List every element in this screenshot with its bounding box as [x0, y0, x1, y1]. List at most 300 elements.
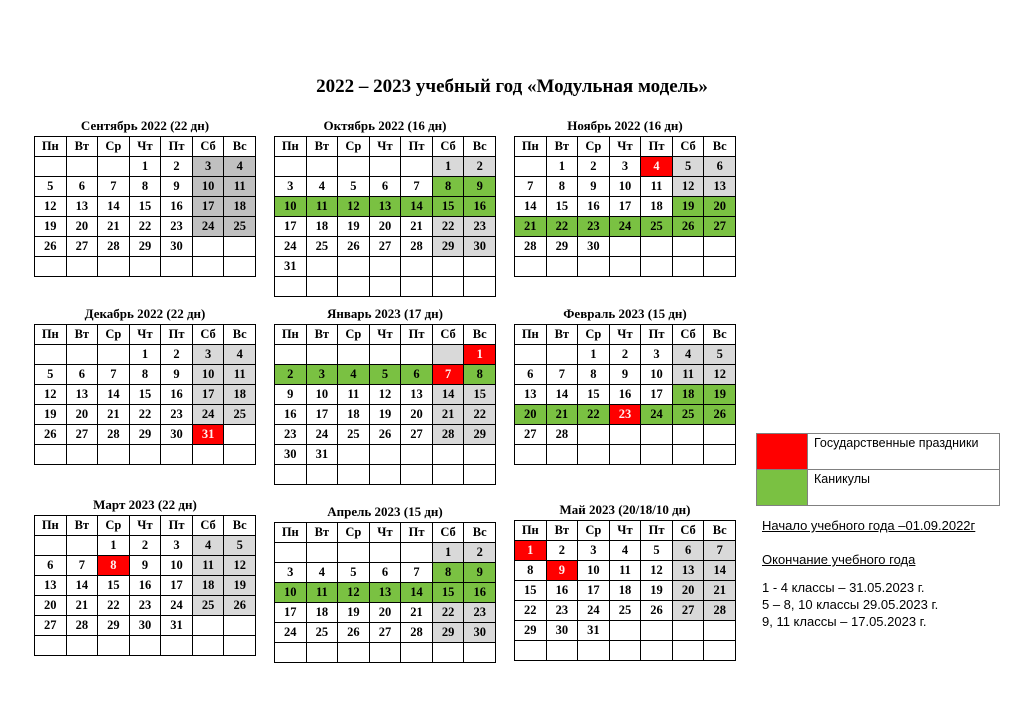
weekday-header: Сб: [672, 325, 704, 345]
day-cell: 2: [464, 543, 496, 563]
empty-cell: [609, 257, 641, 277]
weekday-header: Ср: [578, 137, 610, 157]
day-cell: 17: [578, 581, 610, 601]
calendar-table: [34, 136, 256, 277]
day-cell: 13: [369, 197, 401, 217]
day-cell: 27: [672, 601, 704, 621]
day-cell: 18: [641, 197, 673, 217]
empty-cell: [35, 636, 67, 656]
day-cell: 13: [35, 576, 67, 596]
calendar-table: [514, 136, 736, 277]
day-cell: 29: [129, 237, 161, 257]
day-cell: 11: [306, 583, 338, 603]
day-cell: 11: [338, 385, 370, 405]
empty-cell: [306, 643, 338, 663]
month-mar: [34, 495, 256, 656]
holiday-legend-label: Государственные праздники: [808, 434, 1000, 470]
day-cell: 25: [338, 425, 370, 445]
empty-cell: [401, 257, 433, 277]
empty-cell: [672, 641, 704, 661]
day-cell: 19: [704, 385, 736, 405]
day-cell: 30: [275, 445, 307, 465]
empty-cell: [432, 643, 464, 663]
day-cell: 15: [464, 385, 496, 405]
day-cell: 12: [641, 561, 673, 581]
weekday-header: Чт: [129, 516, 161, 536]
weekday-header: Сб: [192, 325, 224, 345]
empty-cell: [515, 445, 547, 465]
day-cell: 22: [98, 596, 130, 616]
weekday-header-row: [35, 325, 256, 345]
empty-cell: [306, 257, 338, 277]
day-cell: 1: [432, 543, 464, 563]
month-title: Декабрь 2022 (22 дн): [84, 306, 206, 321]
day-cell: 2: [609, 345, 641, 365]
day-cell: 30: [464, 237, 496, 257]
day-cell: 3: [161, 536, 193, 556]
day-cell: 26: [672, 217, 704, 237]
day-cell: 30: [129, 616, 161, 636]
day-cell: 2: [129, 536, 161, 556]
empty-cell: [338, 257, 370, 277]
weekday-header: Ср: [98, 325, 130, 345]
week-row: [35, 237, 256, 257]
day-cell: 16: [161, 385, 193, 405]
empty-cell: [161, 257, 193, 277]
empty-cell: [369, 277, 401, 297]
empty-cell: [338, 345, 370, 365]
day-cell: 14: [432, 385, 464, 405]
day-cell: 13: [66, 197, 98, 217]
day-cell: 18: [306, 217, 338, 237]
day-cell: 19: [641, 581, 673, 601]
day-cell: 13: [401, 385, 433, 405]
empty-cell: [672, 237, 704, 257]
day-cell: 1: [546, 157, 578, 177]
weekday-header: Сб: [672, 137, 704, 157]
week-row: [515, 561, 736, 581]
day-cell: 1: [464, 345, 496, 365]
weekday-header: Пн: [35, 516, 67, 536]
day-cell: 13: [515, 385, 547, 405]
empty-cell: [464, 277, 496, 297]
empty-cell: [98, 257, 130, 277]
day-cell: 6: [66, 365, 98, 385]
week-row: [275, 543, 496, 563]
day-cell: 30: [161, 425, 193, 445]
day-cell: 26: [338, 237, 370, 257]
calendar-table: [274, 522, 496, 663]
day-cell: 28: [515, 237, 547, 257]
day-cell: 17: [275, 603, 307, 623]
empty-cell: [401, 543, 433, 563]
day-cell: 25: [641, 217, 673, 237]
day-cell: 19: [35, 405, 67, 425]
empty-cell: [129, 636, 161, 656]
day-cell: 19: [338, 217, 370, 237]
day-cell: 13: [704, 177, 736, 197]
weekday-header: Чт: [609, 521, 641, 541]
weekday-header: Сб: [432, 523, 464, 543]
empty-cell: [704, 445, 736, 465]
day-cell: 23: [464, 217, 496, 237]
day-cell: 6: [401, 365, 433, 385]
day-cell: 1: [578, 345, 610, 365]
day-cell: 11: [192, 556, 224, 576]
day-cell: 13: [369, 583, 401, 603]
day-cell: 21: [98, 405, 130, 425]
day-cell: 10: [192, 177, 224, 197]
day-cell: 8: [464, 365, 496, 385]
day-cell: 10: [192, 365, 224, 385]
day-cell: 31: [161, 616, 193, 636]
empty-cell: [369, 157, 401, 177]
day-cell: 27: [66, 425, 98, 445]
day-cell: 25: [306, 237, 338, 257]
weekday-header-row: [515, 325, 736, 345]
day-cell: 7: [401, 563, 433, 583]
week-row: [275, 197, 496, 217]
week-row: [515, 405, 736, 425]
empty-cell: [66, 636, 98, 656]
day-cell: 6: [369, 563, 401, 583]
empty-cell: [161, 445, 193, 465]
day-cell: 19: [672, 197, 704, 217]
week-row: [275, 385, 496, 405]
day-cell: 28: [704, 601, 736, 621]
weekday-header: Вс: [224, 325, 256, 345]
empty-cell: [609, 425, 641, 445]
day-cell: 21: [401, 217, 433, 237]
day-cell: 5: [338, 177, 370, 197]
empty-cell: [369, 257, 401, 277]
empty-cell: [66, 157, 98, 177]
day-cell: 24: [609, 217, 641, 237]
day-cell: 26: [641, 601, 673, 621]
day-cell: 18: [672, 385, 704, 405]
week-row: [275, 257, 496, 277]
empty-cell: [401, 277, 433, 297]
day-cell: 24: [161, 596, 193, 616]
day-cell: 26: [35, 425, 67, 445]
day-cell: 3: [609, 157, 641, 177]
day-cell: 25: [672, 405, 704, 425]
day-cell: 22: [515, 601, 547, 621]
empty-cell: [224, 237, 256, 257]
weekday-header-row: [35, 516, 256, 536]
empty-cell: [401, 345, 433, 365]
weekday-header: Сб: [672, 521, 704, 541]
day-cell: 21: [432, 405, 464, 425]
day-cell: 11: [306, 197, 338, 217]
empty-cell: [464, 445, 496, 465]
weekday-header-row: [275, 523, 496, 543]
day-cell: 2: [275, 365, 307, 385]
day-cell: 29: [432, 237, 464, 257]
calendar-table: [514, 520, 736, 661]
empty-cell: [704, 257, 736, 277]
empty-cell: [275, 345, 307, 365]
day-cell: 8: [546, 177, 578, 197]
empty-cell: [609, 641, 641, 661]
day-cell: 5: [704, 345, 736, 365]
page-title: 2022 – 2023 учебный год «Модульная модель»: [316, 76, 708, 97]
day-cell: 10: [641, 365, 673, 385]
week-row: [275, 365, 496, 385]
day-cell: 4: [224, 157, 256, 177]
week-row: [275, 603, 496, 623]
month-title: Октябрь 2022 (16 дн): [323, 118, 447, 133]
empty-cell: [129, 257, 161, 277]
week-row: [35, 157, 256, 177]
day-cell: 11: [224, 177, 256, 197]
day-cell: 26: [338, 623, 370, 643]
weekday-header: Вт: [66, 516, 98, 536]
empty-cell: [641, 257, 673, 277]
week-row: [35, 636, 256, 656]
day-cell: 28: [98, 425, 130, 445]
empty-cell: [129, 445, 161, 465]
week-row: [275, 563, 496, 583]
day-cell: 25: [224, 405, 256, 425]
empty-cell: [546, 345, 578, 365]
day-cell: 9: [578, 177, 610, 197]
day-cell: 23: [161, 405, 193, 425]
weekday-header: Пн: [35, 137, 67, 157]
day-cell: 24: [578, 601, 610, 621]
weekday-header: Чт: [369, 325, 401, 345]
day-cell: 31: [306, 445, 338, 465]
day-cell: 23: [275, 425, 307, 445]
empty-cell: [35, 345, 67, 365]
week-row: [515, 385, 736, 405]
empty-cell: [672, 425, 704, 445]
day-cell: 24: [306, 425, 338, 445]
day-cell: 18: [192, 576, 224, 596]
day-cell: 29: [432, 623, 464, 643]
week-row: [515, 621, 736, 641]
week-row: [275, 643, 496, 663]
day-cell: 10: [161, 556, 193, 576]
weekday-header: Пт: [641, 521, 673, 541]
empty-cell: [641, 425, 673, 445]
day-cell: 9: [161, 365, 193, 385]
day-cell: 17: [641, 385, 673, 405]
school-year-end-heading: Окончание учебного года: [762, 552, 916, 567]
day-cell: 8: [98, 556, 130, 576]
week-row: [275, 217, 496, 237]
weekday-header: Вт: [66, 325, 98, 345]
day-cell: 2: [161, 157, 193, 177]
day-cell: 17: [275, 217, 307, 237]
day-cell: 14: [546, 385, 578, 405]
day-cell: 1: [515, 541, 547, 561]
day-cell: 9: [464, 177, 496, 197]
day-cell: 3: [578, 541, 610, 561]
empty-cell: [515, 345, 547, 365]
day-cell: 28: [66, 616, 98, 636]
day-cell: 20: [704, 197, 736, 217]
day-cell: 27: [369, 623, 401, 643]
empty-cell: [338, 543, 370, 563]
day-cell: 7: [515, 177, 547, 197]
weekday-header: Вт: [546, 521, 578, 541]
empty-cell: [464, 465, 496, 485]
weekday-header: Вт: [306, 523, 338, 543]
day-cell: 14: [401, 197, 433, 217]
day-cell: 16: [464, 197, 496, 217]
weekday-header: Пн: [515, 137, 547, 157]
empty-cell: [369, 345, 401, 365]
empty-cell: [432, 257, 464, 277]
day-cell: 14: [98, 385, 130, 405]
day-cell: 6: [515, 365, 547, 385]
day-cell: 9: [161, 177, 193, 197]
day-cell: 25: [306, 623, 338, 643]
empty-cell: [66, 445, 98, 465]
empty-cell: [338, 157, 370, 177]
weekday-header-row: [35, 137, 256, 157]
day-cell: 19: [338, 603, 370, 623]
empty-cell: [306, 157, 338, 177]
day-cell: 21: [546, 405, 578, 425]
day-cell: 14: [515, 197, 547, 217]
empty-cell: [98, 636, 130, 656]
empty-cell: [672, 257, 704, 277]
empty-cell: [224, 445, 256, 465]
day-cell: 23: [546, 601, 578, 621]
day-cell: 18: [306, 603, 338, 623]
day-cell: 30: [464, 623, 496, 643]
week-row: [275, 345, 496, 365]
week-row: [35, 197, 256, 217]
weekday-header: Пт: [401, 325, 433, 345]
empty-cell: [515, 157, 547, 177]
month-may: [514, 500, 736, 661]
week-row: [515, 197, 736, 217]
empty-cell: [546, 257, 578, 277]
weekday-header: Вс: [464, 325, 496, 345]
day-cell: 18: [224, 385, 256, 405]
day-cell: 15: [129, 197, 161, 217]
day-cell: 22: [578, 405, 610, 425]
empty-cell: [66, 257, 98, 277]
day-cell: 11: [641, 177, 673, 197]
empty-cell: [35, 257, 67, 277]
day-cell: 10: [609, 177, 641, 197]
day-cell: 4: [306, 563, 338, 583]
day-cell: 11: [224, 365, 256, 385]
weekday-header: Вт: [546, 137, 578, 157]
empty-cell: [98, 445, 130, 465]
empty-cell: [338, 277, 370, 297]
empty-cell: [369, 543, 401, 563]
empty-cell: [192, 237, 224, 257]
weekday-header-row: [275, 325, 496, 345]
empty-cell: [432, 345, 464, 365]
weekday-header: Сб: [432, 325, 464, 345]
day-cell: 7: [401, 177, 433, 197]
day-cell: 11: [672, 365, 704, 385]
day-cell: 10: [275, 583, 307, 603]
school-year-start: Начало учебного года –01.09.2022г: [762, 518, 976, 533]
day-cell: 5: [224, 536, 256, 556]
calendar-table: [34, 324, 256, 465]
weekday-header: Пн: [275, 325, 307, 345]
empty-cell: [35, 445, 67, 465]
day-cell: 15: [98, 576, 130, 596]
empty-cell: [224, 616, 256, 636]
day-cell: 6: [66, 177, 98, 197]
vacation-legend-label: Каникулы: [808, 470, 1000, 506]
weekday-header: Чт: [609, 137, 641, 157]
month-title: Февраль 2023 (15 дн): [563, 306, 687, 321]
day-cell: 4: [192, 536, 224, 556]
day-cell: 4: [672, 345, 704, 365]
day-cell: 10: [275, 197, 307, 217]
day-cell: 12: [704, 365, 736, 385]
day-cell: 19: [369, 405, 401, 425]
day-cell: 8: [129, 365, 161, 385]
day-cell: 24: [275, 623, 307, 643]
day-cell: 23: [609, 405, 641, 425]
empty-cell: [98, 345, 130, 365]
day-cell: 31: [192, 425, 224, 445]
weekday-header: Вс: [224, 137, 256, 157]
day-cell: 30: [161, 237, 193, 257]
month-title: Апрель 2023 (15 дн): [327, 504, 443, 519]
day-cell: 7: [98, 365, 130, 385]
day-cell: 4: [306, 177, 338, 197]
day-cell: 8: [129, 177, 161, 197]
week-row: [515, 345, 736, 365]
day-cell: 24: [275, 237, 307, 257]
day-cell: 15: [546, 197, 578, 217]
day-cell: 29: [98, 616, 130, 636]
day-cell: 1: [129, 345, 161, 365]
empty-cell: [401, 445, 433, 465]
day-cell: 6: [704, 157, 736, 177]
day-cell: 27: [35, 616, 67, 636]
day-cell: 16: [275, 405, 307, 425]
day-cell: 9: [464, 563, 496, 583]
day-cell: 4: [609, 541, 641, 561]
day-cell: 26: [369, 425, 401, 445]
empty-cell: [275, 157, 307, 177]
week-row: [35, 425, 256, 445]
day-cell: 14: [401, 583, 433, 603]
day-cell: 4: [224, 345, 256, 365]
empty-cell: [275, 643, 307, 663]
empty-cell: [578, 445, 610, 465]
day-cell: 20: [401, 405, 433, 425]
weekday-header-row: [515, 137, 736, 157]
week-row: [35, 345, 256, 365]
week-row: [515, 157, 736, 177]
empty-cell: [432, 277, 464, 297]
day-cell: 28: [401, 237, 433, 257]
week-row: [35, 596, 256, 616]
empty-cell: [578, 257, 610, 277]
empty-cell: [609, 237, 641, 257]
week-row: [275, 425, 496, 445]
empty-cell: [609, 445, 641, 465]
weekday-header: Пт: [401, 523, 433, 543]
week-row: [515, 257, 736, 277]
day-cell: 30: [546, 621, 578, 641]
empty-cell: [704, 237, 736, 257]
weekday-header: Чт: [129, 325, 161, 345]
